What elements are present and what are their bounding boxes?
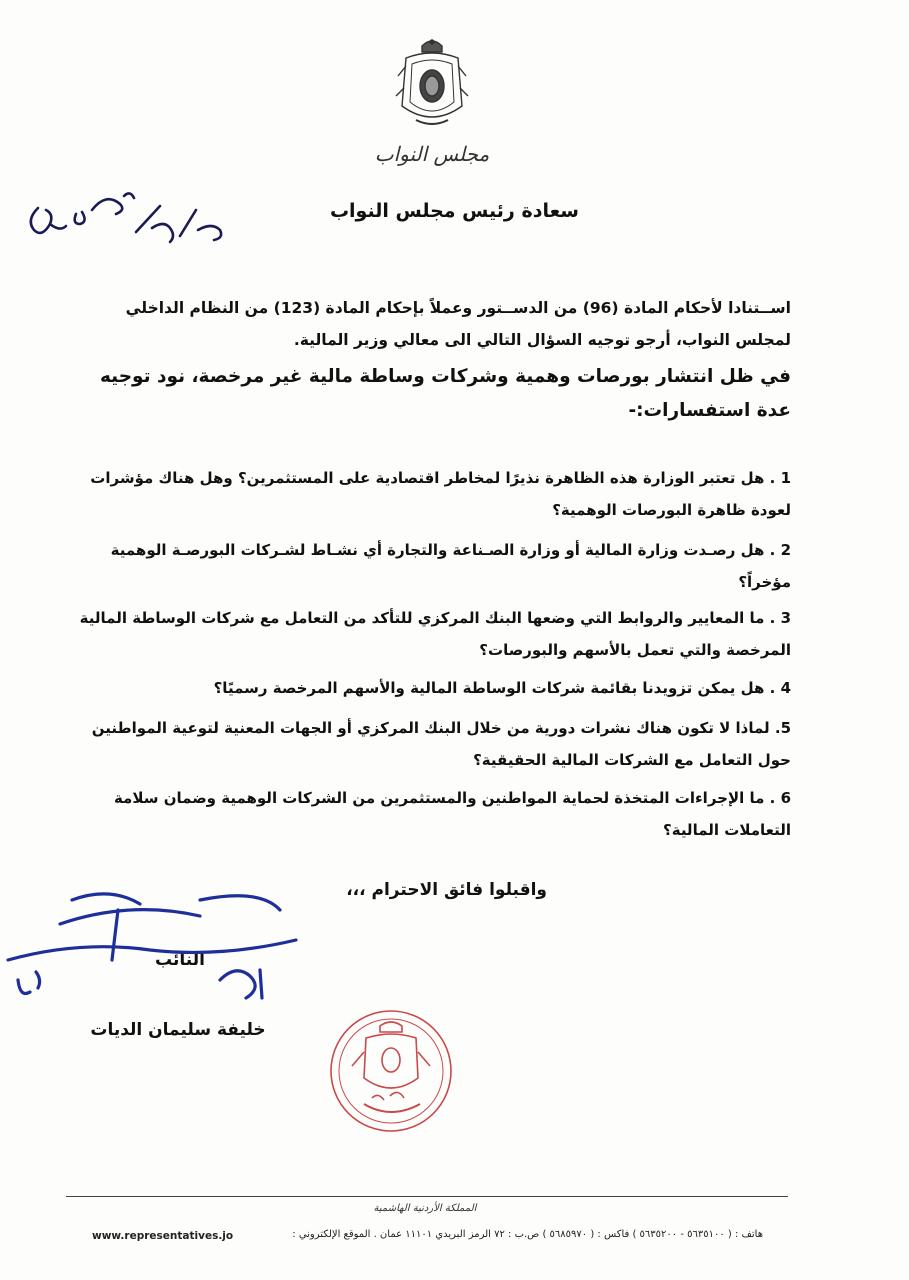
question-item: 2 . هل رصـدت وزارة المالية أو وزارة الصـناعة والتجارة أي نشـاط لشـركات البورصـة الوهمية مؤخراً؟: [110, 541, 791, 591]
question-item: 3 . ما المعايير والروابط التي وضعها البنك المركزي للتأكد من التعامل مع شركات الوساطة المالية المرخصة والتي تعمل بالأسهم والبورصات؟: [79, 609, 791, 659]
addressee: سعادة رئيس مجلس النواب: [329, 200, 579, 222]
footer-website-link[interactable]: www.representatives.jo: [92, 1230, 234, 1242]
signature-icon: [0, 880, 300, 1020]
question-item: 1 . هل تعتبر الوزارة هذه الظاهرة نذيرًا لمخاطر اقتصادية على المستثمرين؟ وهل هناك مؤشرات لعودة ظاهرة البورصات الوهمية؟: [90, 469, 791, 519]
closing-line: واقبلوا فائق الاحترام ،،،: [346, 880, 547, 900]
official-seal-icon: [328, 1008, 454, 1134]
coat-of-arms-icon: [392, 36, 472, 132]
question-item: 4 . هل يمكن تزويدنا بقائمة شركات الوساطة المالية والأسهم المرخصة رسميًا؟: [213, 679, 791, 697]
subject-paragraph: في ظل انتشار بورصات وهمية وشركات وساطة مالية غير مرخصة، نود توجيه عدة استفسارات:-: [99, 366, 791, 421]
question-item: 6 . ما الإجراءات المتخذة لحماية المواطنين والمستثمرين من الشركات الوهمية وضمان سلامة التعاملات المالية؟: [113, 789, 791, 839]
signatory-name: خليفة سليمان الديات: [90, 1020, 266, 1040]
footer-contact: هاتف : ( ٥٦٣٥١٠٠ - ٥٦٣٥٢٠٠ ) فاكس : ( ٥٦٨٥٩٧٠ ) ص.ب : ٧٢ الرمز البريدي ١١١٠١ عمان . الموقع الإلكتروني :: [292, 1229, 763, 1240]
footer-kingdom: المملكة الأردنية الهاشمية: [373, 1203, 477, 1214]
handwritten-date: [20, 180, 230, 250]
institution-title: مجلس النواب: [374, 142, 490, 166]
question-item: 5. لماذا لا تكون هناك نشرات دورية من خلال البنك المركزي أو الجهات المعنية لتوعية المواطنين حول التعامل مع الشركات المالية الحقيقية؟: [91, 719, 791, 769]
intro-paragraph: اســتنادا لأحكام المادة (96) من الدســتور وعملاً بإحكام المادة (123) من النظام الداخلي لمجلس النواب، أرجو توجيه السؤال التالي الى معالي وزير المالية.: [125, 299, 791, 349]
footer-divider: [66, 1196, 788, 1197]
signatory-role: النائب: [155, 950, 205, 970]
handwritten-date-icon: [20, 180, 230, 250]
